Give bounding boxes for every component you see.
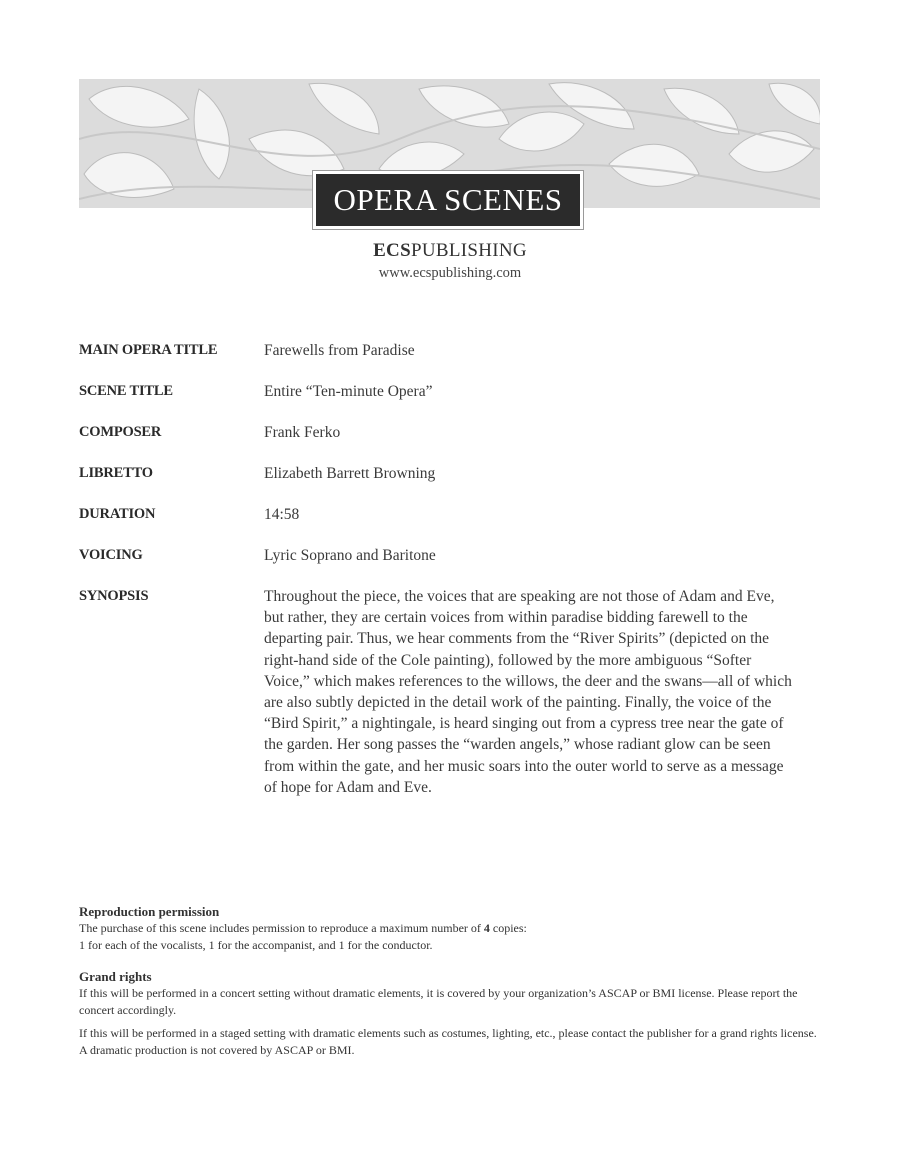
info-value: Lyric Soprano and Baritone (264, 547, 436, 564)
copies-count: 4 (483, 921, 490, 935)
info-label: MAIN OPERA TITLE (79, 342, 218, 358)
info-label: DURATION (79, 506, 156, 522)
reproduction-heading: Reproduction permission (79, 904, 220, 919)
grand-rights-heading: Grand rights (79, 969, 152, 984)
series-title-box (313, 171, 583, 229)
publisher-website: www.ecspublishing.com (378, 265, 522, 281)
info-value: 14:58 (264, 506, 300, 523)
series-title: OPERA SCENES (333, 182, 563, 217)
reproduction-permission (79, 903, 824, 954)
info-value: Elizabeth Barrett Browning (264, 465, 436, 482)
grand-rights-para-2: If this will be performed in a staged setting with dramatic elements such as costumes, lighting, etc., please contact the publisher for a grand rights license. A dramatic production is not covered by ASCAP or BMI. (79, 1026, 817, 1057)
grand-rights-para-1: If this will be performed in a concert setting without dramatic elements, it is covered by your organization’s ASCAP or BMI license. Please report the concert accordingly. (79, 986, 798, 1017)
info-label: VOICING (79, 547, 143, 563)
info-value: Entire “Ten-minute Opera” (264, 383, 433, 400)
reproduction-line-1-end: copies: (489, 921, 527, 935)
info-value: Farewells from Paradise (264, 342, 415, 359)
info-value: Frank Ferko (264, 424, 341, 441)
reproduction-line-2: 1 for each of the vocalists, 1 for the accompanist, and 1 for the conductor. (79, 938, 433, 952)
info-label: COMPOSER (79, 424, 162, 440)
publisher-name-rest: PUBLISHING (410, 240, 527, 261)
grand-rights (79, 968, 824, 1059)
publisher-name (0, 240, 900, 262)
reproduction-line-1 (79, 920, 824, 937)
synopsis-text: Throughout the piece, the voices that are speaking are not those of Adam and Eve, but rather, they are certain voices from within paradise bidding farewell to the departing pair. Thus, we hear comments from the “River Spirits” (depicted on the right-hand side of the Cole painting), followed by the more ambiguous “Softer Voice,” which makes references to the willows, the deer and the swans—all of which are also subtly depicted in the detail work of the painting. Finally, the voice of the “Bird Spirit,” a nightingale, is heard singing out from a cypress tree near the gate of the garden. Her song passes the “warden angels,” whose radiant glow can be seen from within the gate, and her music soars into the outer world to serve as a message of hope for Adam and Eve. (264, 588, 792, 796)
info-label: SYNOPSIS (79, 588, 149, 604)
publisher-name-bold: ECS (373, 240, 411, 261)
info-label: LIBRETTO (79, 465, 153, 481)
reproduction-line-1-start: The purchase of this scene includes permission to reproduce a maximum number of (79, 921, 484, 935)
info-label: SCENE TITLE (79, 383, 173, 399)
